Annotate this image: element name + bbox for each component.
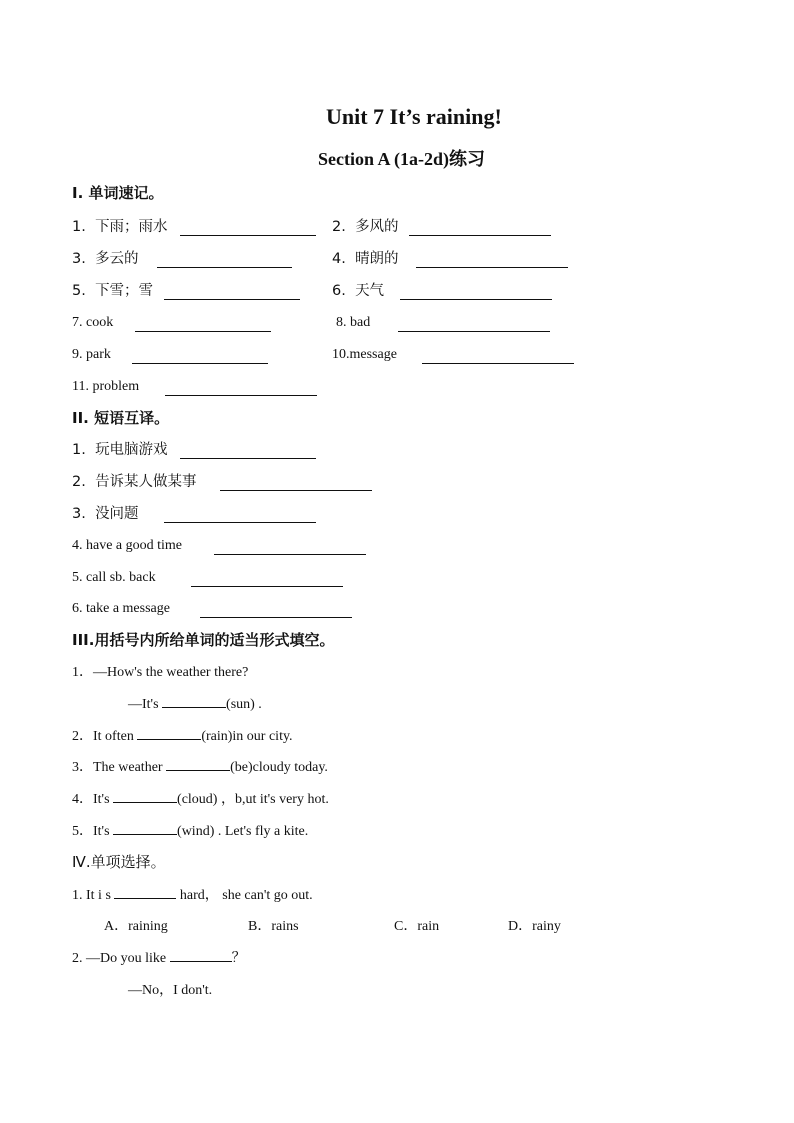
answer-blank[interactable] — [416, 267, 568, 268]
answer-blank[interactable] — [132, 363, 268, 364]
vocab-item-11: 11. problem — [72, 379, 140, 394]
section-1-heading: I. 单词速记。 — [72, 184, 164, 202]
answer-blank[interactable] — [180, 235, 316, 236]
phrase-item-2: 2. 告诉某人做某事 — [72, 474, 197, 490]
answer-blank[interactable] — [170, 961, 232, 962]
vocab-item-2: 2. 多风的 — [332, 219, 399, 235]
fill-question-3: 3．The weather (be)cloudy today. — [72, 760, 328, 775]
answer-blank[interactable] — [166, 770, 230, 771]
option-b[interactable]: B．rains — [248, 919, 299, 934]
fill-question-5: 5．It's (wind) . Let's fly a kite. — [72, 824, 309, 839]
vocab-item-7: 7. cook — [72, 315, 114, 330]
phrase-item-1: 1. 玩电脑游戏 — [72, 442, 168, 458]
answer-blank[interactable] — [409, 235, 551, 236]
answer-blank[interactable] — [164, 299, 300, 300]
section-3-heading: III.用括号内所给单词的适当形式填空。 — [72, 631, 335, 649]
vocab-item-9: 9. park — [72, 347, 111, 362]
answer-blank[interactable] — [422, 363, 574, 364]
vocab-item-8: 8. bad — [336, 315, 371, 330]
vocab-item-5: 5. 下雪；雪 — [72, 283, 154, 299]
phrase-item-5: 5. call sb. back — [72, 570, 156, 585]
vocab-item-1: 1. 下雨；雨水 — [72, 219, 168, 235]
answer-blank[interactable] — [200, 617, 352, 618]
answer-blank[interactable] — [113, 802, 177, 803]
section-4-heading: Ⅳ.单项选择。 — [72, 853, 166, 871]
answer-blank[interactable] — [157, 267, 292, 268]
page-subtitle: Section A (1a-2d)练习 — [318, 149, 486, 169]
option-d[interactable]: D．rainy — [508, 919, 561, 934]
fill-question-1-prompt: 1．—How's the weather there? — [72, 665, 249, 680]
vocab-item-6: 6. 天气 — [332, 283, 385, 299]
answer-blank[interactable] — [164, 522, 316, 523]
choice-question-2-answer: —No，I don't. — [128, 983, 213, 998]
phrase-item-3: 3. 没问题 — [72, 506, 139, 522]
answer-blank[interactable] — [398, 331, 550, 332]
answer-blank[interactable] — [113, 834, 177, 835]
answer-blank[interactable] — [162, 707, 226, 708]
option-a[interactable]: A．raining — [104, 919, 168, 934]
vocab-item-3: 3. 多云的 — [72, 251, 139, 267]
phrase-item-4: 4. have a good time — [72, 538, 183, 553]
fill-question-2: 2．It often (rain)in our city. — [72, 729, 293, 744]
choice-question-2: 2. —Do you like ？ — [72, 951, 246, 966]
section-2-heading: II. 短语互译。 — [72, 409, 170, 427]
option-c[interactable]: C．rain — [394, 919, 440, 934]
answer-blank[interactable] — [400, 299, 552, 300]
page-title: Unit 7 It’s raining! — [326, 104, 502, 129]
answer-blank[interactable] — [165, 395, 317, 396]
vocab-item-4: 4. 晴朗的 — [332, 251, 399, 267]
answer-blank[interactable] — [180, 458, 316, 459]
answer-blank[interactable] — [137, 739, 201, 740]
phrase-item-6: 6. take a message — [72, 601, 170, 616]
answer-blank[interactable] — [220, 490, 372, 491]
answer-blank[interactable] — [214, 554, 366, 555]
choice-question-1: 1. It i s hard， she can't go out. — [72, 888, 313, 903]
answer-blank[interactable] — [191, 586, 343, 587]
fill-question-1-answer: —It's (sun) . — [128, 697, 262, 712]
fill-question-4: 4．It's (cloud) ，b,ut it's very hot. — [72, 792, 329, 807]
answer-blank[interactable] — [114, 898, 176, 899]
answer-blank[interactable] — [135, 331, 271, 332]
vocab-item-10: 10.message — [332, 347, 397, 362]
